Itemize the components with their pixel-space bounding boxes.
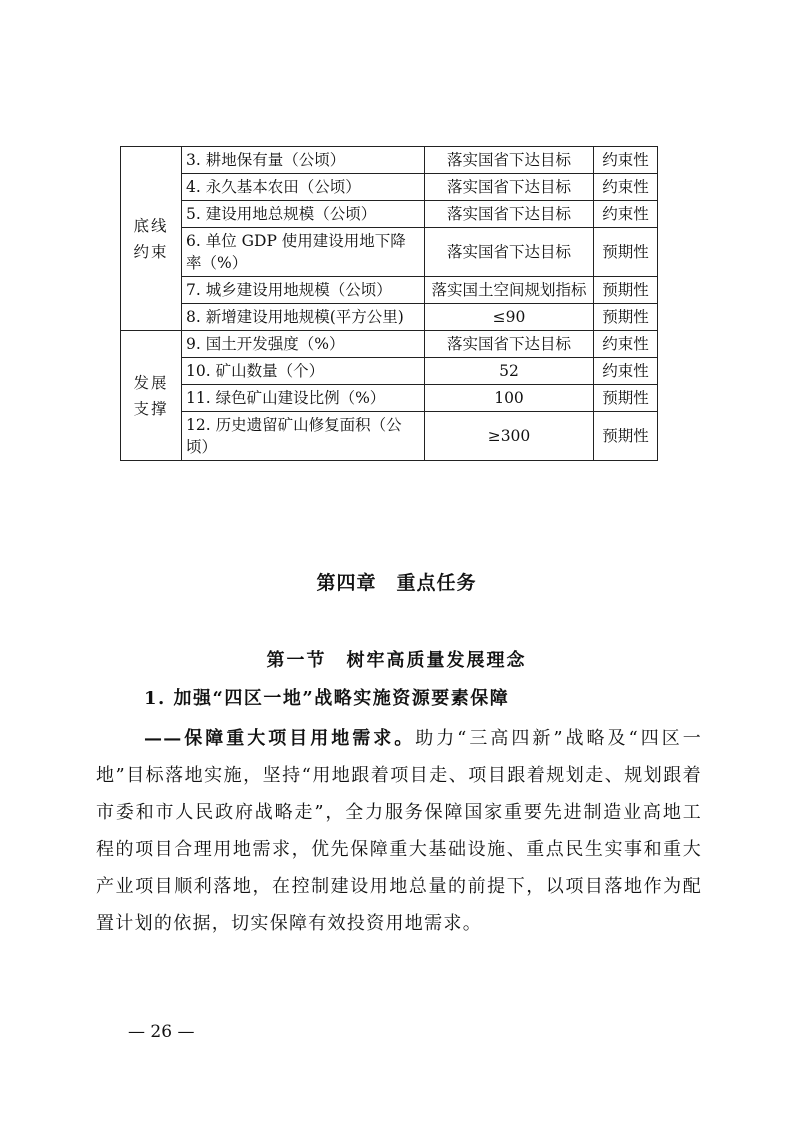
category-cell: 发展支撑 — [121, 331, 182, 461]
indicator-cell: 4. 永久基本农田（公顷） — [182, 174, 425, 201]
table-row — [121, 331, 658, 358]
type-cell: 预期性 — [594, 412, 658, 461]
indicator-cell: 11. 绿色矿山建设比例（%） — [182, 385, 425, 412]
indicator-cell: 12. 历史遗留矿山修复面积（公顷） — [182, 412, 425, 461]
target-cell: 落实国省下达目标 — [425, 228, 594, 277]
target-cell: 52 — [425, 358, 594, 385]
table-row — [121, 385, 658, 412]
target-cell: 落实国省下达目标 — [425, 331, 594, 358]
type-cell: 约束性 — [594, 174, 658, 201]
body-paragraph — [96, 720, 702, 942]
section-title: 第一节 树牢高质量发展理念 — [266, 650, 527, 671]
table-row — [121, 228, 658, 277]
type-cell: 约束性 — [594, 331, 658, 358]
target-cell: ≥300 — [425, 412, 594, 461]
table-row — [121, 412, 658, 461]
indicator-cell: 5. 建设用地总规模（公顷） — [182, 201, 425, 228]
indicator-cell: 6. 单位 GDP 使用建设用地下降率（%） — [182, 228, 425, 277]
category-cell: 底线约束 — [121, 147, 182, 331]
target-cell: ≤90 — [425, 304, 594, 331]
targets-table-body — [121, 147, 658, 461]
target-cell: 落实国省下达目标 — [425, 174, 594, 201]
paragraph-lead: ——保障重大项目用地需求。 — [144, 728, 416, 749]
target-cell: 落实国土空间规划指标 — [425, 277, 594, 304]
indicator-cell: 3. 耕地保有量（公顷） — [182, 147, 425, 174]
paragraph-text: 助力“三高四新”战略及“四区一地”目标落地实施，坚持“用地跟着项目走、项目跟着规划走、规划跟着市委和市人民政府战略走”，全力服务保障国家重要先进制造业高地工程的项目合理用地需求，优先保障重大基础设施、重点民生实事和重大产业项目顺利落地，在控制建设用地总量的前提下，以项目落地作为配置计划的依据，切实保障有效投资用地需求。 — [96, 728, 702, 934]
table-row — [121, 174, 658, 201]
type-cell: 预期性 — [594, 385, 658, 412]
type-cell: 预期性 — [594, 228, 658, 277]
table-row — [121, 304, 658, 331]
table-row — [121, 277, 658, 304]
table-row — [121, 358, 658, 385]
type-cell: 约束性 — [594, 147, 658, 174]
table-row — [121, 147, 658, 174]
type-cell: 约束性 — [594, 358, 658, 385]
type-cell: 约束性 — [594, 201, 658, 228]
chapter-title: 第四章 重点任务 — [316, 572, 477, 594]
indicator-cell: 8. 新增建设用地规模(平方公里) — [182, 304, 425, 331]
type-cell: 预期性 — [594, 304, 658, 331]
subheading: 1. 加强“四区一地”战略实施资源要素保障 — [144, 688, 510, 709]
indicator-cell: 10. 矿山数量（个） — [182, 358, 425, 385]
page-number: — 26 — — [128, 1022, 195, 1042]
indicator-cell: 9. 国土开发强度（%） — [182, 331, 425, 358]
table-row — [121, 201, 658, 228]
indicator-cell: 7. 城乡建设用地规模（公顷） — [182, 277, 425, 304]
target-cell: 落实国省下达目标 — [425, 147, 594, 174]
target-cell: 100 — [425, 385, 594, 412]
type-cell: 预期性 — [594, 277, 658, 304]
target-cell: 落实国省下达目标 — [425, 201, 594, 228]
targets-table — [120, 146, 658, 461]
